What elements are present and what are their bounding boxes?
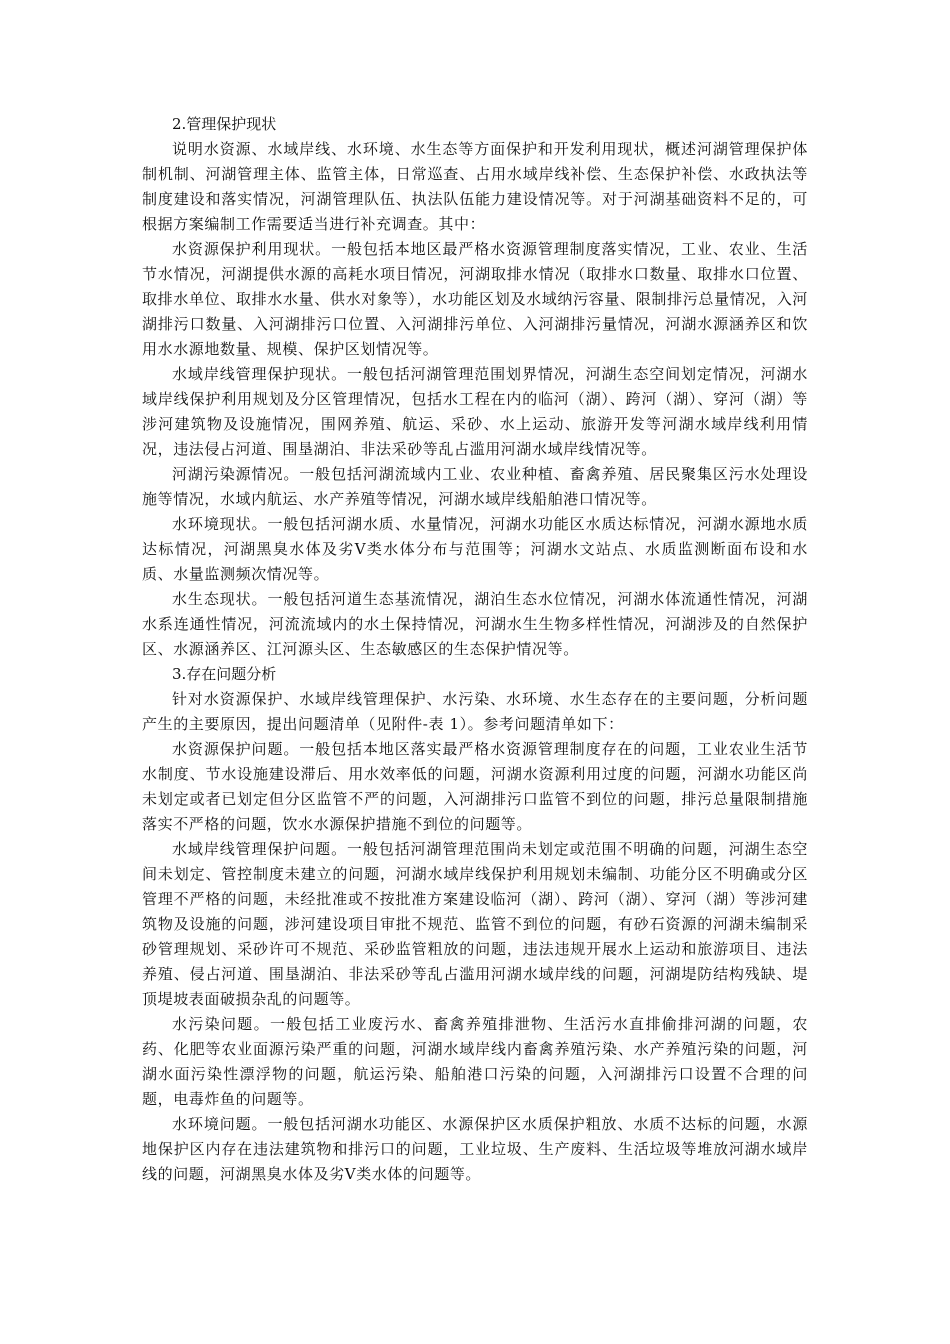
paragraph-water-resources-status: 水资源保护利用现状。一般包括本地区最严格水资源管理制度落实情况，工业、农业、生活节水情况，河湖提供水源的高耗水项目情况，河湖取排水情况（取排水口数量、取排水口位置、取排水单位、取排水水量、供水对象等），水功能区划及水域纳污容量、限制排污总量情况，入河湖排污口数量、入河湖排污口位置、入河湖排污单位、入河湖排污量情况，河湖水源涵养区和饮用水水源地数量、规模、保护区划情况等。 <box>142 240 808 358</box>
paragraph-water-environment-problems: 水环境问题。一般包括河湖水功能区、水源保护区水质保护粗放、水质不达标的问题，水源地保护区内存在违法建筑物和排污口的问题，工业垃圾、生产废料、生活垃圾等堆放河湖水域岸线的问题，河湖黑臭水体及劣Ⅴ类水体的问题等。 <box>142 1115 808 1183</box>
paragraph-water-resources-problems: 水资源保护问题。一般包括本地区落实最严格水资源管理制度存在的问题，工业农业生活节水制度、节水设施建设滞后、用水效率低的问题，河湖水资源利用过度的问题，河湖水功能区尚未划定或者已划定但分区监管不严的问题，入河湖排污口监管不到位的问题，排污总量限制措施落实不严格的问题，饮水水源保护措施不到位的问题等。 <box>142 740 808 833</box>
paragraph-water-ecology-status: 水生态现状。一般包括河道生态基流情况，湖泊生态水位情况，河湖水体流通性情况，河湖水系连通性情况，河流流域内的水土保持情况，河湖水生生物多样性情况，河湖涉及的自然保护区、水源涵养区、江河源头区、生态敏感区的生态保护情况等。 <box>142 590 808 658</box>
paragraph-water-environment-status: 水环境现状。一般包括河湖水质、水量情况，河湖水功能区水质达标情况，河湖水源地水质达标情况，河湖黑臭水体及劣Ⅴ类水体分布与范围等；河湖水文站点、水质监测断面布设和水质、水量监测频次情况等。 <box>142 515 808 583</box>
paragraph-shoreline-problems: 水域岸线管理保护问题。一般包括河湖管理范围尚未划定或范围不明确的问题，河湖生态空间未划定、管控制度未建立的问题，河湖水域岸线保护利用规划未编制、功能分区不明确或分区管理不严格的问题，未经批准或不按批准方案建设临河（湖）、跨河（湖）、穿河（湖）等涉河建筑物及设施的问题，涉河建设项目审批不规范、监管不到位的问题，有砂石资源的河湖未编制采砂管理规划、采砂许可不规范、采砂监管粗放的问题，违法违规开展水上运动和旅游项目、违法养殖、侵占河道、围垦湖泊、非法采砂等乱占滥用河湖水域岸线的问题，河湖堤防结构残缺、堤顶堤坡表面破损杂乱的问题等。 <box>142 840 808 1008</box>
paragraph-intro: 说明水资源、水域岸线、水环境、水生态等方面保护和开发利用现状，概述河湖管理保护体制机制、河湖管理主体、监管主体，日常巡查、占用水域岸线补偿、生态保护补偿、水政执法等制度建设和落实情况，河湖管理队伍、执法队伍能力建设情况等。对于河湖基础资料不足的，可根据方案编制工作需要适当进行补充调查。其中： <box>142 140 808 233</box>
paragraph-water-pollution-problems: 水污染问题。一般包括工业废污水、畜禽养殖排泄物、生活污水直排偷排河湖的问题，农药、化肥等农业面源污染严重的问题，河湖水域岸线内畜禽养殖污染、水产养殖污染的问题，河湖水面污染性漂浮物的问题，航运污染、船舶港口污染的问题，入河湖排污口设置不合理的问题，电毒炸鱼的问题等。 <box>142 1015 808 1108</box>
paragraph-pollution-sources: 河湖污染源情况。一般包括河湖流域内工业、农业种植、畜禽养殖、居民聚集区污水处理设施等情况，水域内航运、水产养殖等情况，河湖水域岸线船舶港口情况等。 <box>142 465 808 508</box>
paragraph-shoreline-status: 水域岸线管理保护现状。一般包括河湖管理范围划界情况，河湖生态空间划定情况，河湖水域岸线保护利用规划及分区管理情况，包括水工程在内的临河（湖）、跨河（湖）、穿河（湖）等涉河建筑物及设施情况，围网养殖、航运、采砂、水上运动、旅游开发等河湖水域岸线利用情况，违法侵占河道、围垦湖泊、非法采砂等乱占滥用河湖水域岸线情况等。 <box>142 365 808 458</box>
document-page <box>142 112 808 1187</box>
paragraph-problems-intro: 针对水资源保护、水域岸线管理保护、水污染、水环境、水生态存在的主要问题，分析问题产生的主要原因，提出问题清单（见附件-表 1）。参考问题清单如下： <box>142 690 808 733</box>
section-heading-management: 2.管理保护现状 <box>172 115 277 133</box>
section-heading-problems: 3.存在问题分析 <box>172 665 277 683</box>
